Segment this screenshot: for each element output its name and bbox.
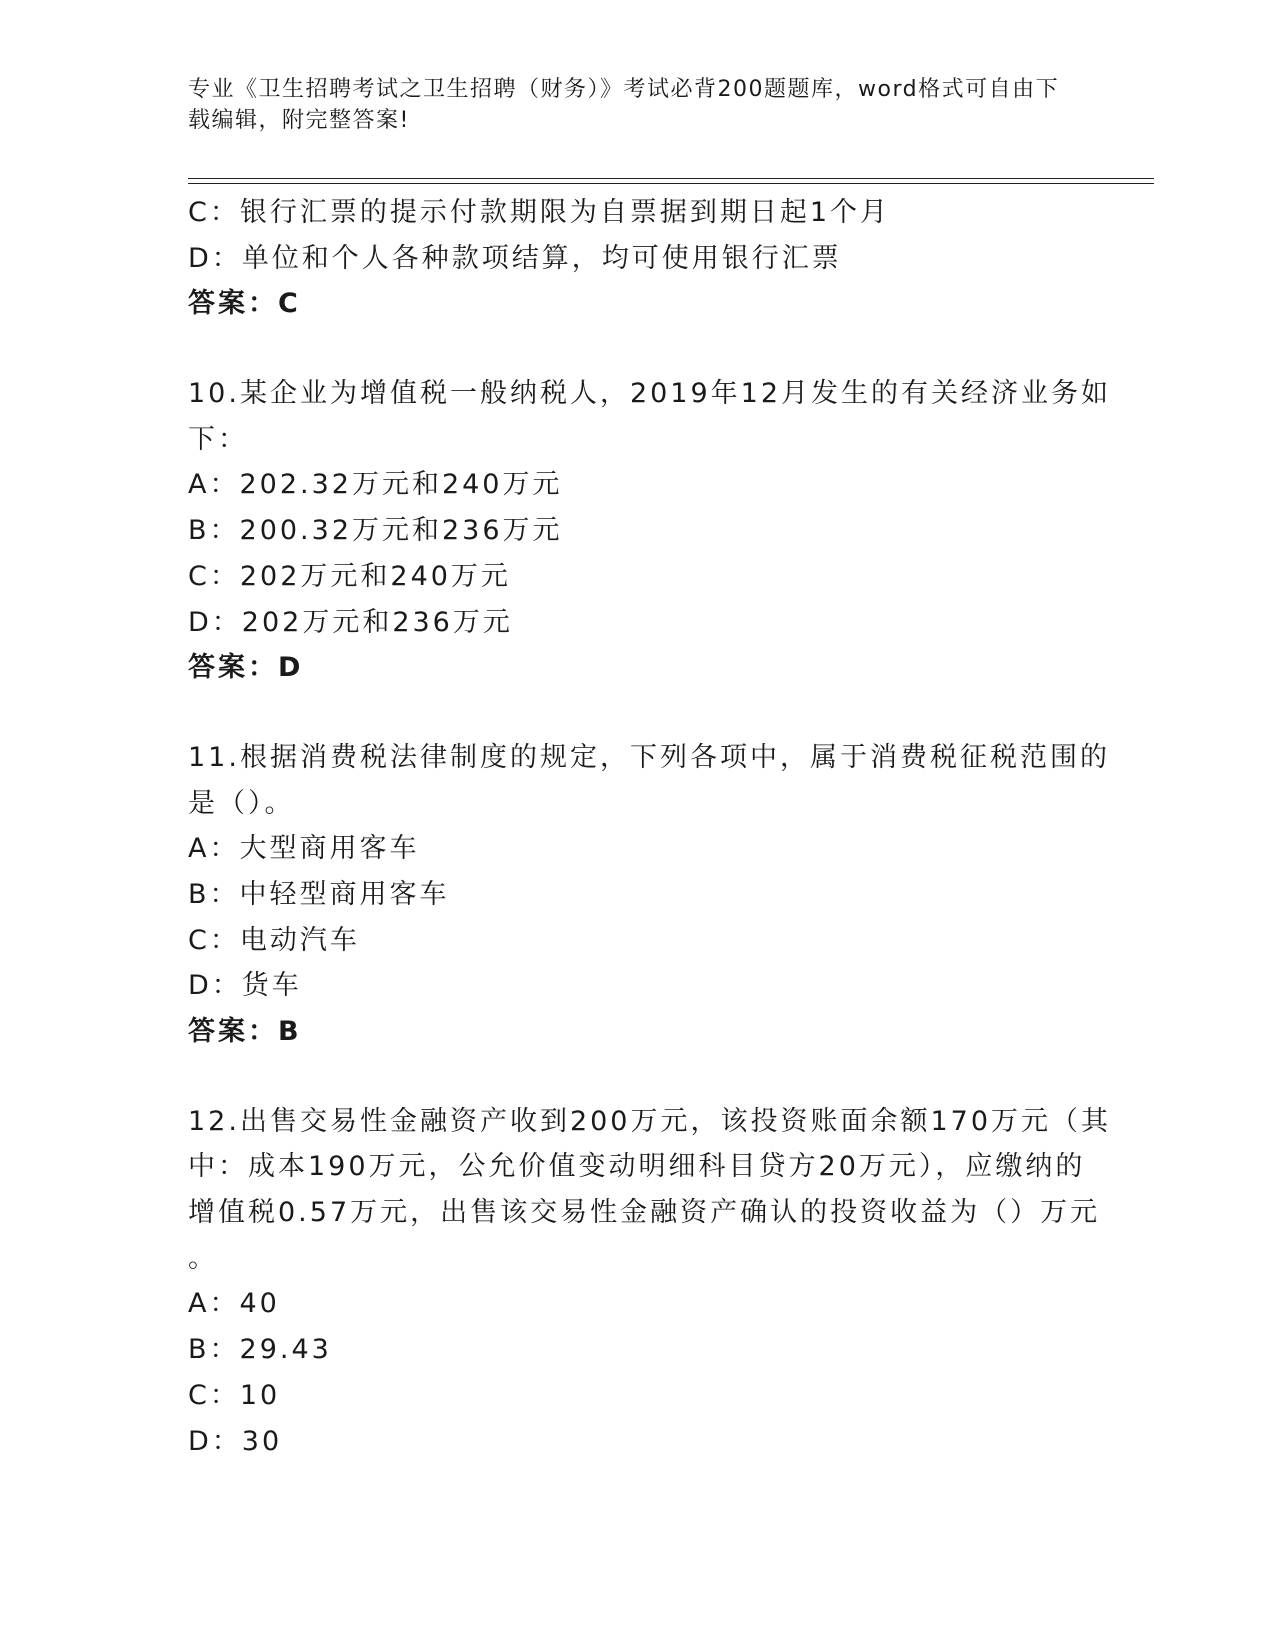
question-stem-line: 。 [188, 1242, 218, 1274]
option-a: A：202.32万元和240万元 [188, 469, 563, 501]
question-12 [188, 1099, 1112, 1465]
spacer [188, 1055, 1088, 1099]
question-stem-line: 是（）。 [188, 787, 295, 819]
option-b: B：29.43 [188, 1334, 332, 1366]
question-10 [188, 371, 1112, 691]
question-11 [188, 735, 1110, 1055]
option-b: B：中轻型商用客车 [188, 878, 450, 910]
spacer [188, 327, 1088, 371]
spacer [188, 691, 1088, 735]
question-stem-line: 增值税0.57万元，出售该交易性金融资产确认的投资收益为（）万元 [188, 1197, 1101, 1229]
question-stem-line: 中：成本190万元，公允价值变动明细科目贷方20万元），应缴纳的 [188, 1151, 1086, 1183]
header-divider-thin [188, 183, 1154, 184]
question-stem-line: 10.某企业为增值税一般纳税人，2019年12月发生的有关经济业务如 [188, 378, 1112, 410]
option-d: D：单位和个人各种款项结算，均可使用银行汇票 [188, 242, 842, 274]
answer-line: 答案：B [188, 1016, 302, 1047]
question-fragment [188, 190, 1088, 327]
option-c: C：银行汇票的提示付款期限为自票据到期日起1个月 [188, 197, 891, 228]
document-header [188, 74, 1078, 136]
header-divider-thick [188, 178, 1154, 179]
question-stem-line: 12.出售交易性金融资产收到200万元，该投资账面余额170万元（其 [188, 1105, 1112, 1137]
option-c: C：电动汽车 [188, 924, 360, 956]
answer-line: 答案：D [188, 652, 304, 684]
option-d: D：货车 [188, 970, 302, 1002]
option-c: C：10 [188, 1379, 281, 1411]
document-body [188, 190, 1112, 1464]
option-c: C：202万元和240万元 [188, 560, 511, 592]
option-d: D：30 [188, 1425, 283, 1457]
option-a: A：大型商用客车 [188, 833, 420, 865]
question-stem-line: 下： [188, 423, 248, 455]
question-stem-line: 11.根据消费税法律制度的规定，下列各项中，属于消费税征税范围的 [188, 741, 1110, 773]
answer-line: 答案：C [188, 288, 301, 320]
header-text: 专业《卫生招聘考试之卫生招聘（财务）》考试必背200题题库，word格式可自由下载编辑，附完整答案! [188, 77, 1060, 133]
option-a: A：40 [188, 1288, 280, 1320]
option-d: D：202万元和236万元 [188, 606, 513, 638]
option-b: B：200.32万元和236万元 [188, 515, 563, 547]
